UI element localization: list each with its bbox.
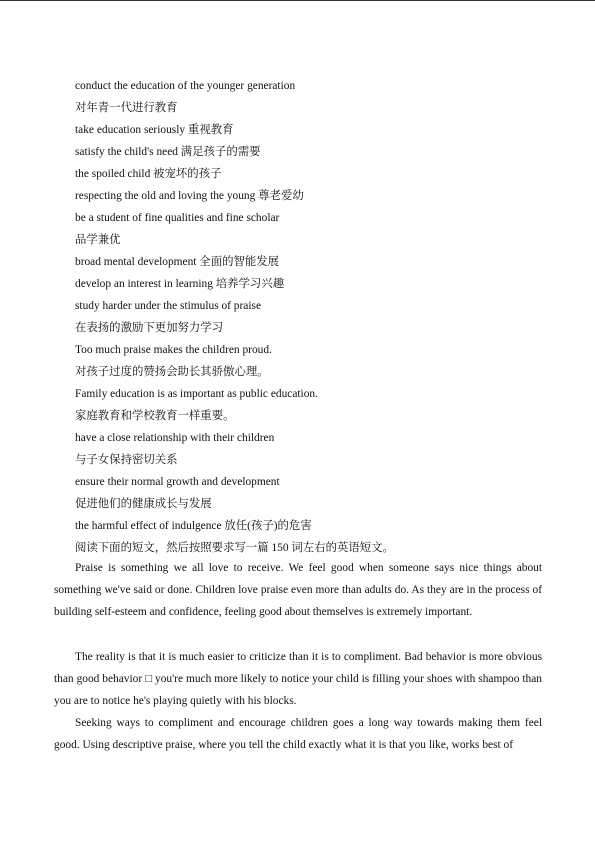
- vocab-line: 对年青一代进行教育: [75, 102, 178, 114]
- vocab-line: 对孩子过度的赞扬会助长其骄傲心理。: [75, 366, 269, 378]
- vocab-line: ensure their normal growth and development: [75, 476, 280, 488]
- vocabulary-list: [75, 77, 545, 561]
- vocab-line: 家庭教育和学校教育一样重要。: [75, 410, 235, 422]
- vocab-line: 在表扬的激励下更加努力学习: [75, 322, 224, 334]
- vocab-line: be a student of fine qualities and fine scholar: [75, 212, 280, 224]
- vocab-line: satisfy the child's need 满足孩子的需要: [75, 146, 261, 158]
- vocab-line: Too much praise makes the children proud.: [75, 344, 272, 356]
- vocab-line: respecting the old and loving the young 尊老爱幼: [75, 190, 304, 202]
- vocab-line: develop an interest in learning 培养学习兴趣: [75, 278, 285, 290]
- vocab-line: take education seriously 重视教育: [75, 124, 234, 136]
- vocab-line: 品学兼优: [75, 234, 121, 246]
- vocab-line: study harder under the stimulus of praise: [75, 300, 262, 312]
- task-instruction: 阅读下面的短文，然后按照要求写一篇 150 词左右的英语短文。: [75, 542, 394, 554]
- passage-paragraph-3: Seeking ways to compliment and encourage children goes a long way towards making them feel good. Using descriptive praise, where you tell the child exactly what it is that you like, works best of: [54, 717, 542, 752]
- passage-paragraph-2: The reality is that it is much easier to criticize than it is to compliment. Bad behavior is more obvious than good behavior □ you're much more likely to notice your child is filling your shoes with shampoo than you are to notice he's playing quietly with his blocks.: [54, 651, 542, 708]
- vocab-line: conduct the education of the younger generation: [75, 80, 296, 92]
- top-rule: [0, 0, 595, 1]
- vocab-line: 与子女保持密切关系: [75, 454, 178, 466]
- vocab-line: broad mental development 全面的智能发展: [75, 256, 280, 268]
- vocab-line: the harmful effect of indulgence 放任(孩子)的危害: [75, 520, 312, 532]
- vocab-line: Family education is as important as public education.: [75, 388, 318, 400]
- vocab-line: the spoiled child 被宠坏的孩子: [75, 168, 222, 180]
- passage-paragraph-1: Praise is something we all love to receive. We feel good when someone says nice things about something we've said or done. Children love praise even more than adults do. As they are in the process of building self-esteem and confidence, feeling good about themselves is extremely important.: [54, 562, 542, 619]
- vocab-line: 促进他们的健康成长与发展: [75, 498, 212, 510]
- vocab-line: have a close relationship with their children: [75, 432, 275, 444]
